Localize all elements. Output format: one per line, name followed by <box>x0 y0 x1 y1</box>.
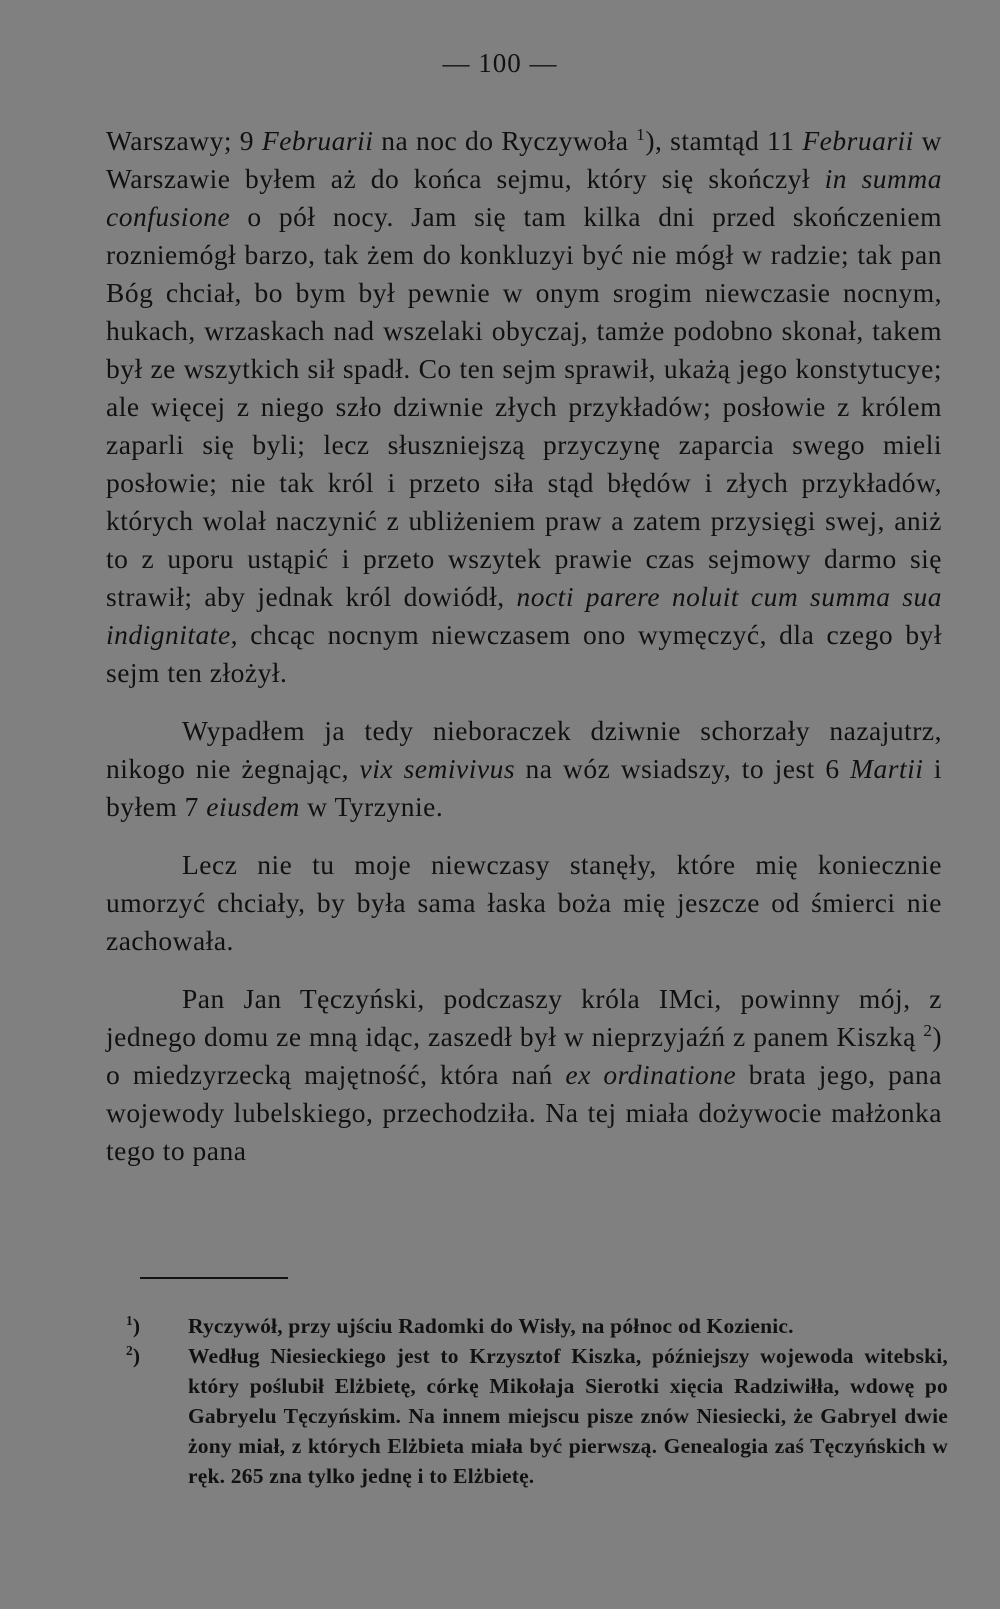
footnote-reference: 1 <box>636 124 646 144</box>
italic-phrase: Februarii <box>802 125 914 156</box>
paragraph <box>106 980 942 1170</box>
text-run: ) o miedzyrzecką majętność, która nań <box>106 1021 942 1090</box>
italic-phrase: vix semivivus <box>359 753 516 784</box>
text-run: w Tyrzynie. <box>299 791 444 822</box>
text-run: o pół nocy. Jam się tam kilka dni przed skończeniem rozniemógł barzo, tak żem do konkluzyi być nie mógł w radzie; tak pan Bóg chciał, bo bym był pewnie w onym srogim niewczasie nocnym, hukach, wrzaskach nad wszelaki obyczaj, tamże podobno skonał, takem był ze wszytkich sił spadł. Co ten sejm sprawił, ukażą jego konstytucye; ale więcej z niego szło dziwnie złych przykładów; posłowie z królem zaparli się byli; lecz słuszniejszą przyczynę zaparcia swego mieli posłowie; nie tak król i przeto siła stąd błędów i złych przykładów, których wolał naczynić z ubliżeniem praw a zatem przysięgi swej, aniż to z uporu ustąpić i przeto wszytek prawie czas sejmowy darmo się strawił; aby jednak król dowiódł, <box>106 201 942 612</box>
italic-phrase: in summa confusione <box>106 163 942 232</box>
paragraph <box>106 712 942 826</box>
text-run: na noc do Ryczywoła <box>373 125 637 156</box>
italic-phrase: Februarii <box>261 125 374 156</box>
footnote-text: Według Niesieckiego jest to Krzysztof Kiszka, późniejszy wojewoda witebski, który poślubił Elżbietę, córkę Mikołaja Sierotki xięcia Radziwiłła, wdowę po Gabryelu Tęczyńskim. Na innem miejscu pisze znów Niesiecki, że Gabryel dwie żony miał, z których Elżbieta miała być pierwszą. Genealogia zaś Tęczyńskich w ręk. 265 zna tylko jednę i to Elżbietę. <box>188 1344 948 1488</box>
italic-phrase: eiusdem <box>206 791 300 822</box>
text-run: Warszawy; 9 <box>106 125 262 156</box>
footnote-marker: $^2$) <box>126 1342 141 1368</box>
text-run: chcąc nocnym niewczasem ono wymęczyć, dla czego był sejm ten złożył. <box>106 619 942 688</box>
footnote-text: Ryczywół, przy ujściu Radomki do Wisły, na północ od Kozienic. <box>188 1314 794 1338</box>
body-text <box>106 122 942 1190</box>
text-run: Pan Jan Tęczyński, podczaszy króla IMci, powinny mój, z jednego domu ze mną idąc, zaszedł był w nieprzyjaźń z panem Kiszką <box>106 983 942 1052</box>
italic-phrase: nocti parere noluit cum summa sua indignitate, <box>106 581 942 650</box>
footnotes <box>118 1311 948 1491</box>
footnote <box>118 1341 948 1491</box>
italic-phrase: ex ordinatione <box>565 1059 737 1090</box>
italic-phrase: Martii <box>850 753 924 784</box>
footnote-reference: 2 <box>923 1020 933 1040</box>
text-run: brata jego, pana wojewody lubelskiego, przechodziła. Na tej miała dożywocie małżonka tego to pana <box>106 1059 942 1166</box>
footnote-marker: $^1$) <box>126 1312 141 1338</box>
text-run: na wóz wsiadszy, to jest 6 <box>515 753 851 784</box>
text-run: Lecz nie tu moje niewczasy stanęły, które mię koniecznie umorzyć chciały, by była sama łaska boża mię jeszcze od śmierci nie zachowała. <box>106 849 942 956</box>
footnote-divider <box>140 1277 288 1279</box>
text-run: w Warszawie byłem aż do końca sejmu, który się skończył <box>106 125 943 194</box>
footnote <box>118 1311 948 1341</box>
page-number: — 100 — <box>442 48 558 78</box>
text-run: Wypadłem ja tedy nieboraczek dziwnie schorzały nazajutrz, nikogo nie żegnając, <box>106 715 942 784</box>
text-run: ), stamtąd 11 <box>645 125 803 156</box>
paragraph <box>106 846 942 960</box>
paragraph <box>106 122 942 692</box>
text-run: i byłem 7 <box>106 753 943 822</box>
